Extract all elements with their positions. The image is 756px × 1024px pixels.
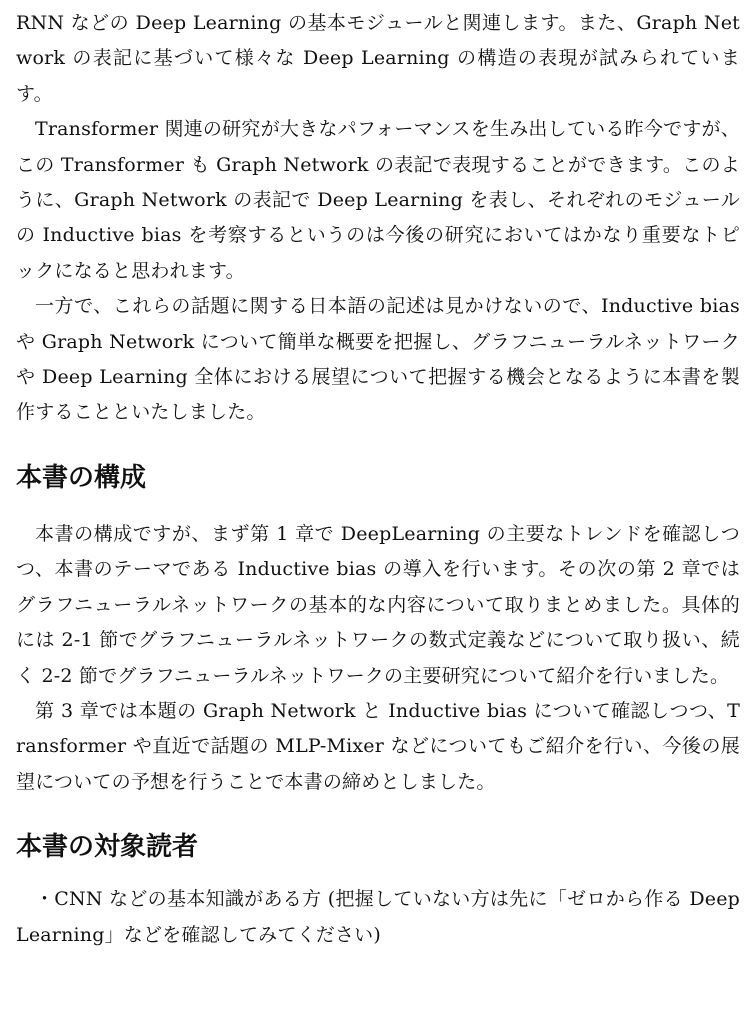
section-heading-audience: 本書の対象読者: [16, 832, 199, 863]
intro-paragraph-3: 一方で、これらの話題に関する日本語の記述は見かけないので、Inductive bias や Graph Network について簡単な概要を把握し、グラフニューラルネットワークや Deep Learning 全体における展望について把握する機会となるように本書を製作することといたしました。: [16, 295, 740, 424]
structure-paragraph-2: 第 3 章では本題の Graph Network と Inductive bias について確認しつつ、Transformer や直近で話題の MLP-Mixer などについてもご紹介を行い、今後の展望についての予想を行うことで本書の締めとしました。: [16, 699, 740, 793]
structure-paragraph-1: 本書の構成ですが、まず第 1 章で DeepLearning の主要なトレンドを確認しつつ、本書のテーマである Inductive bias の導入を行います。その次の第 2 章ではグラフニューラルネットワークの基本的な内容について取りまとめました。具体的には 2-1 節でグラフニューラルネットワークの数式定義などについて取り扱い、続く 2-2 節でグラフニューラルネットワークの主要研究について紹介を行いました。: [16, 522, 740, 687]
audience-item-1: ・CNN などの基本知識がある方 (把握していない方は先に「ゼロから作る Deep Learning」などを確認してみてください): [16, 888, 740, 946]
intro-paragraph-1: RNN などの Deep Learning の基本モジュールと関連します。また、Graph Network の表記に基づいて様々な Deep Learning の構造の表現が試みられています。: [16, 12, 740, 105]
document-page: [16, 6, 740, 953]
intro-paragraph-2: Transformer 関連の研究が大きなパフォーマンスを生み出している昨今ですが、この Transformer も Graph Network の表記で表現することができます。このように、Graph Network の表記で Deep Learning を表し、それぞれのモジュールの Inductive bias を考察するというのは今後の研究においてはかなり重要なトピックになると思われます。: [16, 118, 740, 282]
section-heading-structure: 本書の構成: [16, 462, 147, 493]
